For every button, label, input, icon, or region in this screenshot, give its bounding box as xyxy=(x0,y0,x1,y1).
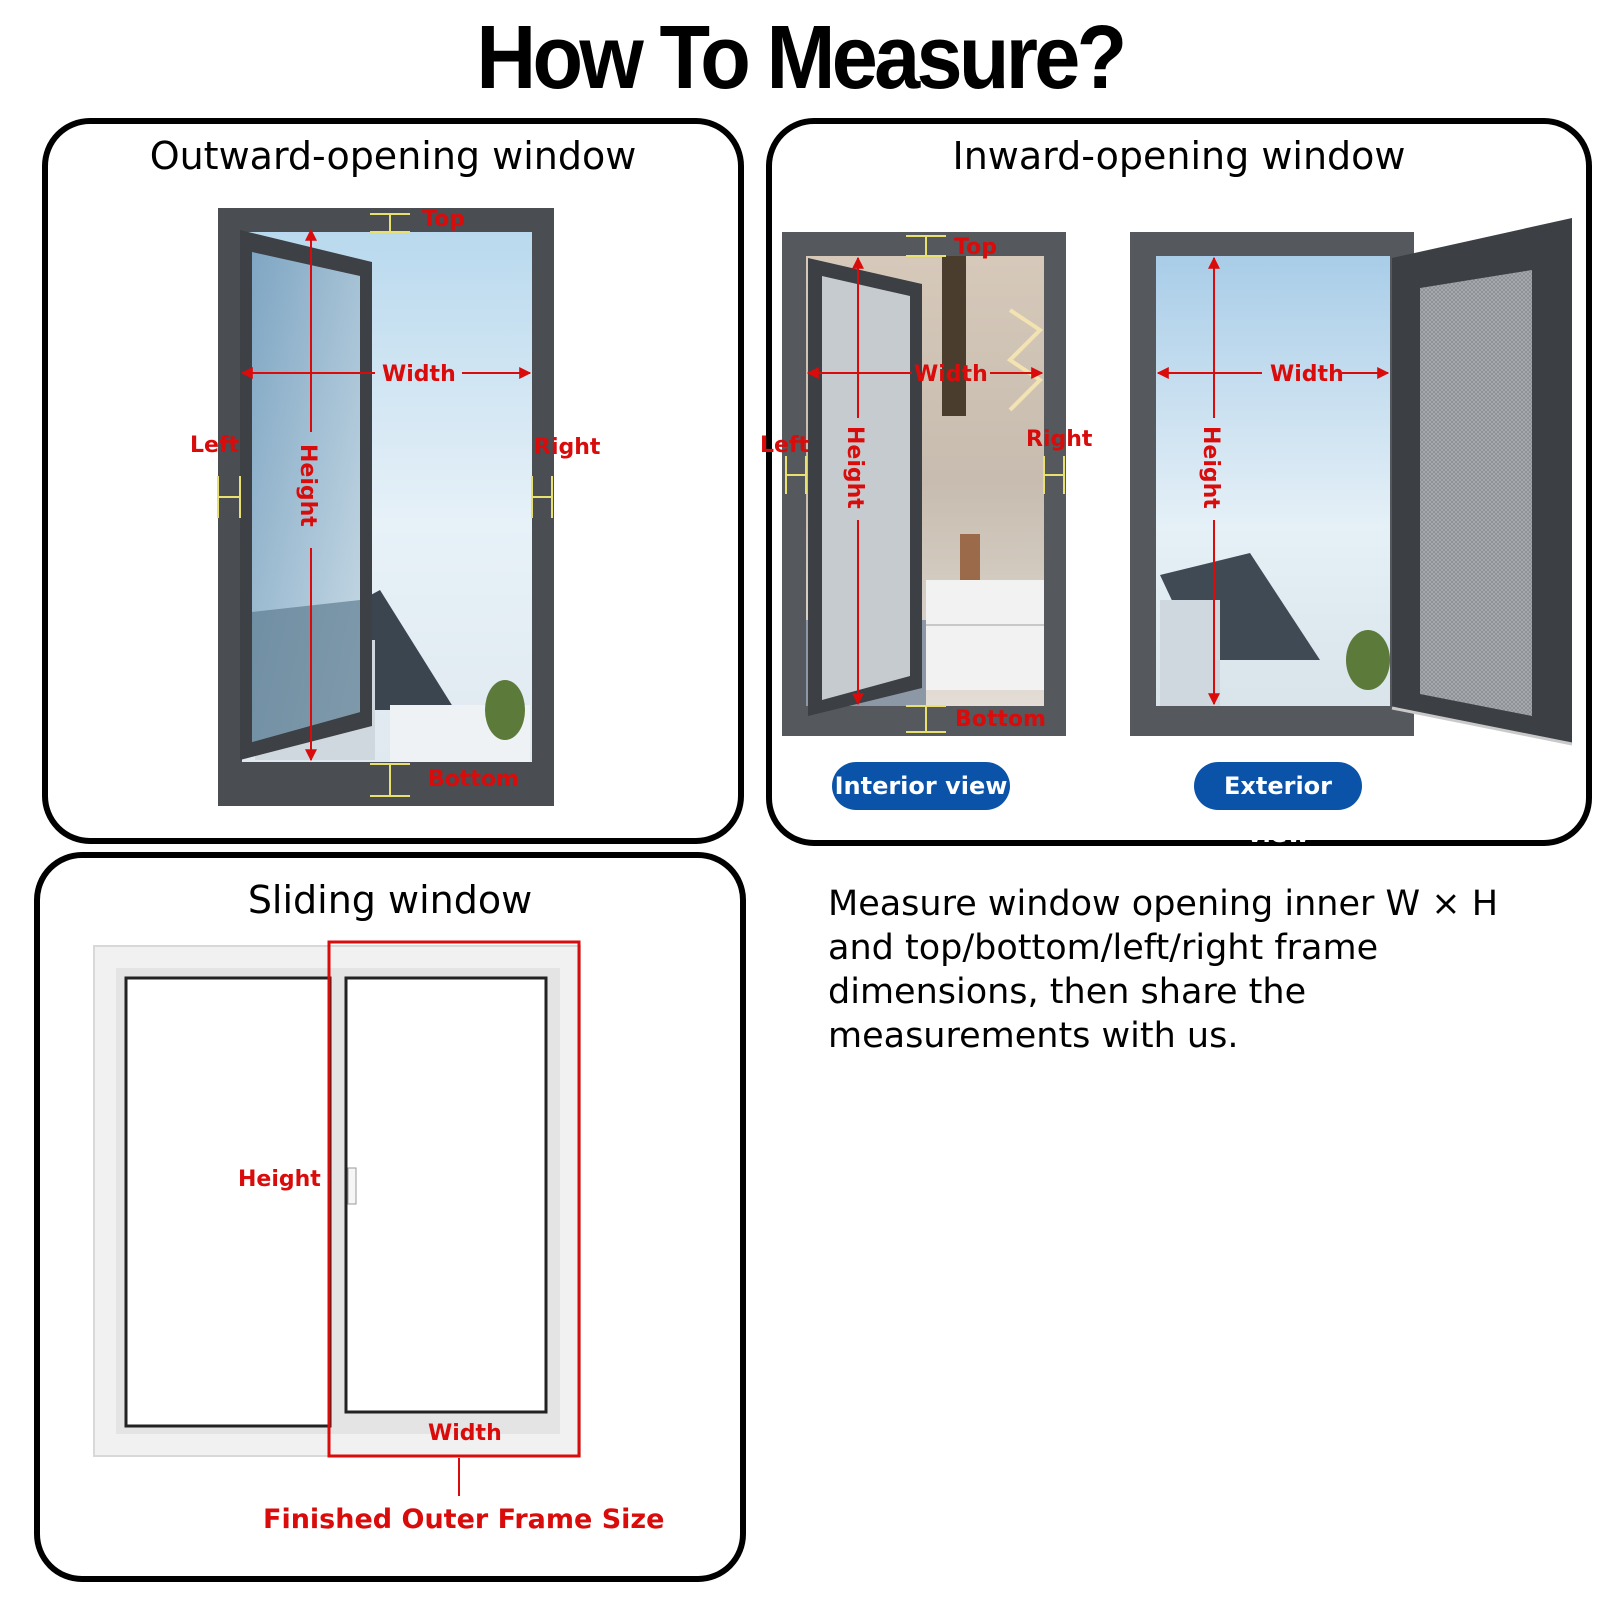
outward-window-title: Outward-opening window xyxy=(149,134,637,178)
frame-size-label: Finished Outer Frame Size xyxy=(263,1504,665,1535)
interior-right-label: Right xyxy=(1026,427,1093,452)
exterior-view-badge: Exterior view xyxy=(1194,762,1362,810)
outward-top-label: Top xyxy=(422,207,465,232)
exterior-width-label: Width xyxy=(1270,362,1344,387)
interior-top-label: Top xyxy=(954,235,997,260)
interior-left-label: Left xyxy=(760,433,810,458)
page-title: How To Measure? xyxy=(476,8,1124,108)
interior-width-label: Width xyxy=(914,362,988,387)
outward-bottom-label: Bottom xyxy=(428,767,519,792)
exterior-height-label: Height xyxy=(1198,426,1223,509)
outward-left-label: Left xyxy=(190,433,240,458)
outward-height-label: Height xyxy=(295,444,320,527)
sliding-window-frame xyxy=(94,946,580,1456)
sliding-window-title: Sliding window xyxy=(247,878,533,922)
sliding-width-label: Width xyxy=(428,1421,502,1446)
interior-height-label: Height xyxy=(842,426,867,509)
sliding-height-label: Height xyxy=(238,1167,321,1192)
instructions-text: Measure window opening inner W × H and top/bottom/left/right frame dimensions, then share the measurements with us. xyxy=(828,884,1499,1056)
outward-right-label: Right xyxy=(534,435,601,460)
outward-width-label: Width xyxy=(382,362,456,387)
interior-bottom-label: Bottom xyxy=(955,707,1046,732)
interior-view-badge: Interior view xyxy=(832,762,1010,810)
inward-window-title: Inward-opening window xyxy=(952,134,1406,178)
